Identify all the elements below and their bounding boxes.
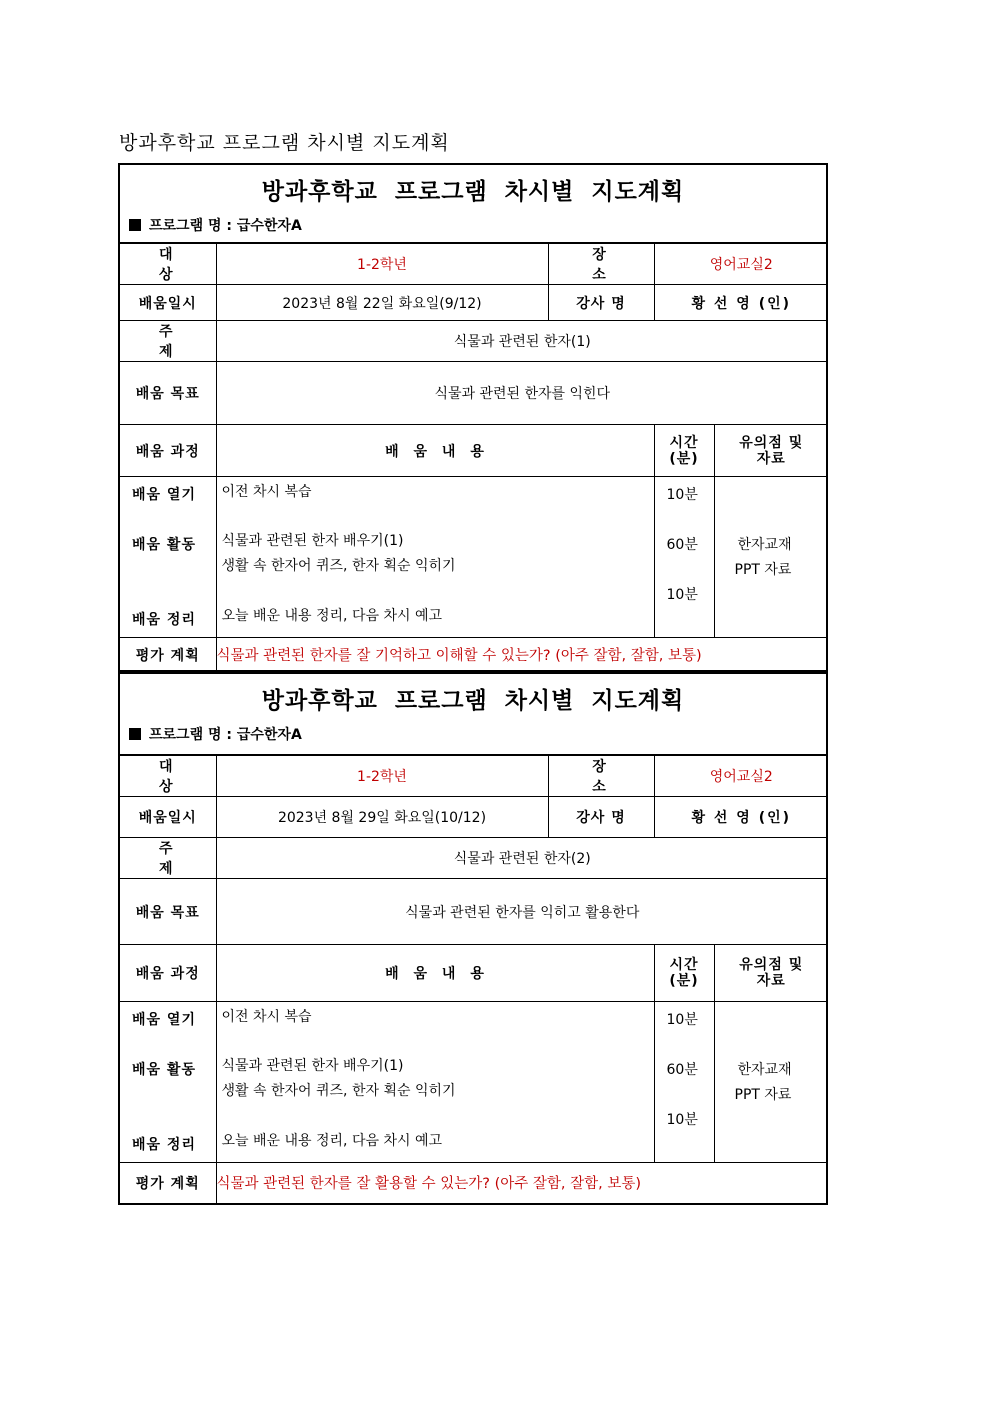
target-row — [120, 244, 828, 285]
plan-table — [120, 755, 828, 1203]
date-value: 2023년 8월 22일 화요일(9/12) — [216, 285, 548, 321]
process-label: 배움 과정 — [120, 425, 216, 477]
process-content-cell — [216, 1002, 654, 1163]
target-value: 1-2학년 — [216, 244, 548, 285]
time-header-line-2: (분) — [669, 973, 699, 989]
square-bullet-icon — [129, 728, 141, 740]
topic-row — [120, 321, 828, 362]
time-closing: 10분 — [666, 1112, 698, 1128]
target-value: 1-2학년 — [216, 756, 548, 797]
evaluation-row — [120, 1163, 828, 1203]
notes-line-2: PPT 자료 — [734, 562, 792, 578]
program-name-label: 프로그램 명 : — [149, 218, 232, 234]
content-header: 배 움 내 용 — [216, 945, 654, 1002]
time-opening: 10분 — [666, 1012, 698, 1028]
content-activity-2: 생활 속 한자어 퀴즈, 한자 획순 익히기 — [221, 1083, 456, 1099]
content-opening: 이전 차시 복습 — [221, 484, 312, 500]
target-row — [120, 756, 828, 797]
goal-label: 배움 목표 — [120, 362, 216, 425]
content-activity-1: 식물과 관련된 한자 배우기(1) — [221, 1058, 404, 1074]
goal-row — [120, 362, 828, 425]
stage-opening: 배움 열기 — [132, 487, 196, 503]
notes-cell — [714, 477, 828, 638]
stage-activity: 배움 활동 — [132, 537, 196, 553]
lesson-plan-1 — [118, 163, 828, 674]
date-row — [120, 285, 828, 321]
notes-header — [714, 425, 828, 477]
teacher-label: 강사 명 — [548, 285, 654, 321]
content-closing: 오늘 배운 내용 정리, 다음 차시 예고 — [221, 608, 442, 624]
teacher-label: 강사 명 — [548, 797, 654, 838]
process-header-row — [120, 945, 828, 1002]
teacher-value: 황 선 영 (인) — [654, 285, 828, 321]
program-name-label: 프로그램 명 : — [149, 727, 232, 743]
time-header — [654, 945, 714, 1002]
topic-row — [120, 838, 828, 879]
goal-row — [120, 879, 828, 945]
evaluation-value: 식물과 관련된 한자를 잘 활용할 수 있는가? (아주 잘함, 잘함, 보통) — [216, 1163, 828, 1203]
time-cell — [654, 477, 714, 638]
time-cell — [654, 1002, 714, 1163]
process-header-row — [120, 425, 828, 477]
goal-value: 식물과 관련된 한자를 익힌다 — [216, 362, 828, 425]
square-bullet-icon — [129, 219, 141, 231]
time-header — [654, 425, 714, 477]
notes-header-line-2: 자료 — [756, 973, 786, 989]
content-closing: 오늘 배운 내용 정리, 다음 차시 예고 — [221, 1133, 442, 1149]
notes-header-line-1: 유의점 및 — [739, 957, 804, 973]
notes-header-line-2: 자료 — [756, 450, 786, 467]
program-name-value: 급수한자A — [236, 218, 302, 234]
process-stage-cell — [120, 477, 216, 638]
notes-line-2: PPT 자료 — [734, 1087, 792, 1103]
process-content-cell — [216, 477, 654, 638]
topic-label: 주 제 — [120, 838, 216, 879]
goal-value: 식물과 관련된 한자를 익히고 활용한다 — [216, 879, 828, 945]
place-label: 장 소 — [548, 244, 654, 285]
evaluation-row — [120, 638, 828, 672]
content-activity-1: 식물과 관련된 한자 배우기(1) — [221, 533, 404, 549]
notes-header — [714, 945, 828, 1002]
plan-header — [120, 672, 826, 755]
process-stage-cell — [120, 1002, 216, 1163]
notes-line-1: 한자교재 — [737, 1062, 792, 1078]
program-name-line — [129, 215, 302, 235]
time-opening: 10분 — [666, 487, 698, 503]
topic-label: 주 제 — [120, 321, 216, 362]
goal-label: 배움 목표 — [120, 879, 216, 945]
time-activity: 60분 — [666, 1062, 698, 1078]
notes-header-line-1: 유의점 및 — [739, 434, 804, 451]
program-name-line — [129, 724, 302, 744]
notes-cell — [714, 1002, 828, 1163]
stage-closing: 배움 정리 — [132, 1137, 196, 1153]
evaluation-label: 평가 계획 — [120, 638, 216, 672]
date-label: 배움일시 — [120, 797, 216, 838]
teacher-value: 황 선 영 (인) — [654, 797, 828, 838]
process-label: 배움 과정 — [120, 945, 216, 1002]
evaluation-value: 식물과 관련된 한자를 잘 기억하고 이해할 수 있는가? (아주 잘함, 잘함, 보통) — [216, 638, 828, 672]
plan-table — [120, 243, 828, 672]
time-header-line-1: 시간 — [669, 957, 699, 973]
place-label: 장 소 — [548, 756, 654, 797]
date-value: 2023년 8월 29일 화요일(10/12) — [216, 797, 548, 838]
time-header-line-1: 시간 — [669, 434, 699, 451]
plan-title: 방과후학교 프로그램 차시별 지도계획 — [261, 178, 685, 205]
content-opening: 이전 차시 복습 — [221, 1009, 312, 1025]
time-closing: 10분 — [666, 587, 698, 603]
time-header-line-2: (분) — [669, 450, 699, 467]
document-heading: 방과후학교 프로그램 차시별 지도계획 — [119, 132, 450, 154]
date-row — [120, 797, 828, 838]
lesson-plan-2 — [118, 670, 828, 1205]
content-activity-2: 생활 속 한자어 퀴즈, 한자 획순 익히기 — [221, 558, 456, 574]
content-header: 배 움 내 용 — [216, 425, 654, 477]
target-label: 대 상 — [120, 244, 216, 285]
stage-opening: 배움 열기 — [132, 1012, 196, 1028]
program-name-value: 급수한자A — [236, 727, 302, 743]
notes-line-1: 한자교재 — [737, 537, 792, 553]
place-value: 영어교실2 — [654, 756, 828, 797]
target-label: 대 상 — [120, 756, 216, 797]
stage-closing: 배움 정리 — [132, 612, 196, 628]
place-value: 영어교실2 — [654, 244, 828, 285]
process-body-row — [120, 1002, 828, 1163]
topic-value: 식물과 관련된 한자(1) — [216, 321, 828, 362]
topic-value: 식물과 관련된 한자(2) — [216, 838, 828, 879]
evaluation-label: 평가 계획 — [120, 1163, 216, 1203]
time-activity: 60분 — [666, 537, 698, 553]
plan-header — [120, 165, 826, 243]
process-body-row — [120, 477, 828, 638]
date-label: 배움일시 — [120, 285, 216, 321]
stage-activity: 배움 활동 — [132, 1062, 196, 1078]
plan-title: 방과후학교 프로그램 차시별 지도계획 — [261, 687, 685, 714]
